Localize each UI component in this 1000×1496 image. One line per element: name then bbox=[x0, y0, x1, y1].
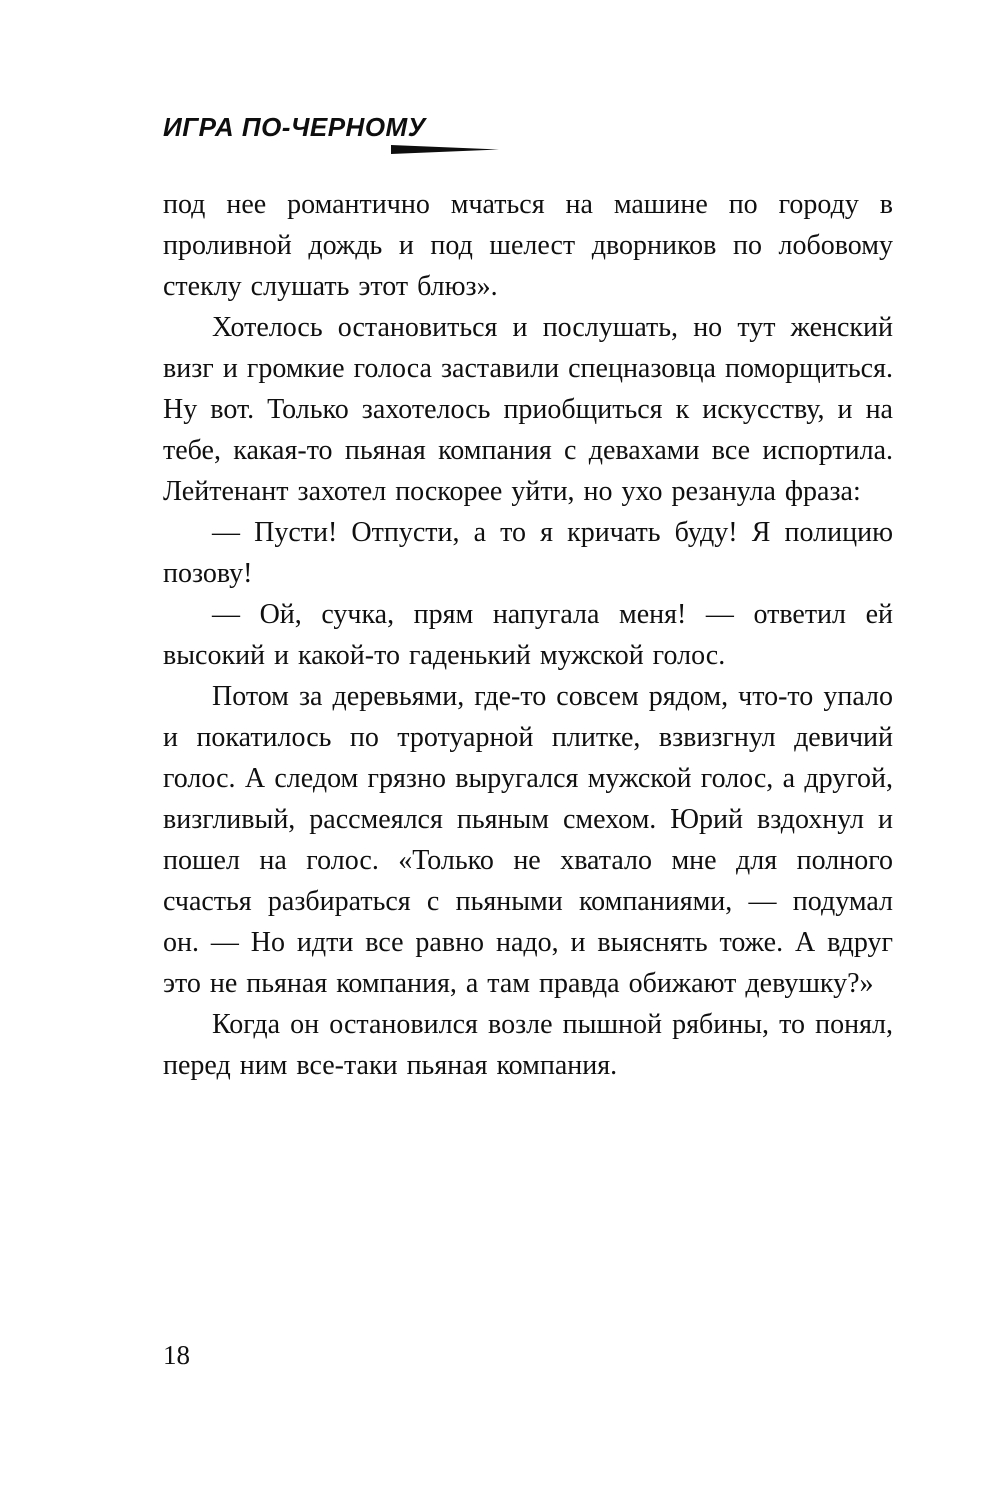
paragraph-dialogue: — Ой, сучка, прям напугала меня! — ответил ей высокий и какой-то гаденький мужской голос. bbox=[163, 599, 893, 671]
book-title-header: ИГРА ПО-ЧЕРНОМУ bbox=[163, 112, 426, 142]
header-underline-flourish-icon bbox=[391, 145, 499, 154]
paragraph: Хотелось остановиться и послушать, но тут женский визг и громкие голоса заставили спецназовца поморщиться. Ну вот. Только захотелось приобщиться к искусству, и на тебе, какая-то пьяная компания с девахами все испортила. Лейтенант захотел поскорее уйти, но ухо резанула фраза: bbox=[163, 312, 893, 507]
page-body-text bbox=[163, 184, 893, 1086]
paragraph: Потом за деревьями, где-то совсем рядом, что-то упало и покатилось по тротуарной плитке, взвизгнул девичий голос. А следом грязно выругался мужской голос, а другой, визгливый, рассмеялся пьяным смехом. Юрий вздохнул и пошел на голос. «Только не хватало мне для полного счастья разбираться с пьяными компаниями, — подумал он. — Но идти все равно надо, и выяснять тоже. А вдруг это не пьяная компания, а там правда обижают девушку?» bbox=[163, 681, 893, 999]
page-number: 18 bbox=[163, 1340, 190, 1370]
running-header bbox=[163, 112, 426, 156]
paragraph: Когда он остановился возле пышной рябины, то понял, перед ним все-таки пьяная компания. bbox=[163, 1009, 893, 1081]
paragraph-dialogue: — Пусти! Отпусти, а то я кричать буду! Я полицию позову! bbox=[163, 517, 893, 589]
paragraph: под нее романтично мчаться на машине по городу в проливной дождь и под шелест дворников по лобовому стеклу слушать этот блюз». bbox=[163, 189, 893, 302]
